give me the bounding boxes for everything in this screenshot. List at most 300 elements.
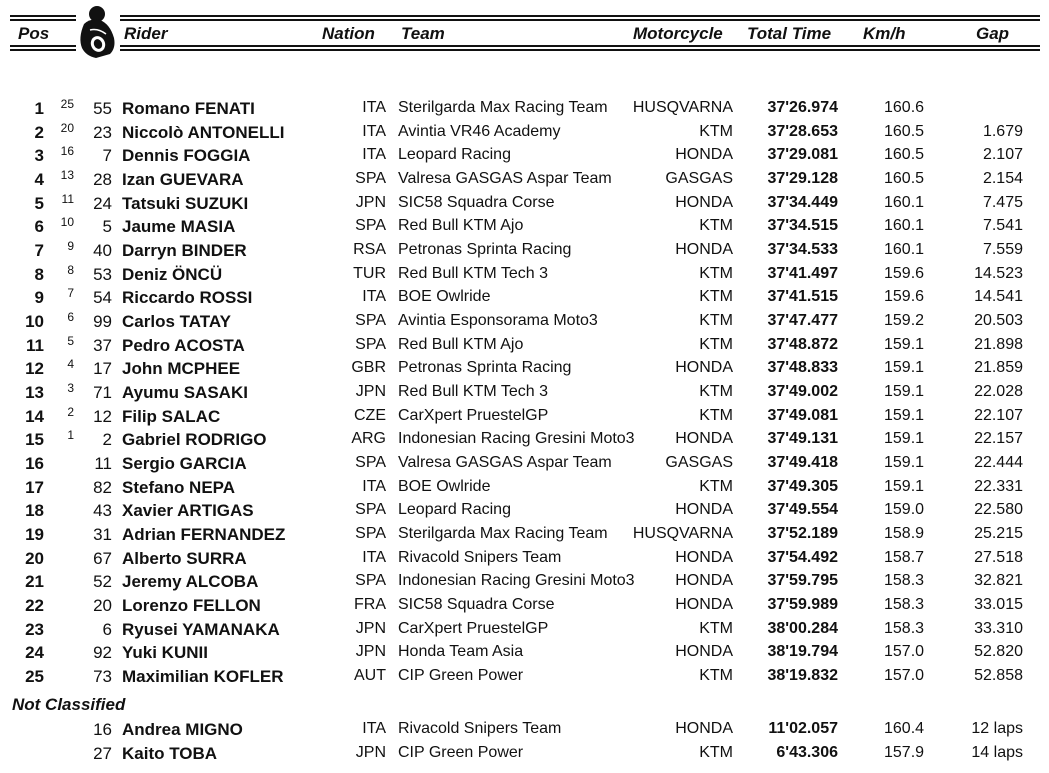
- total-time: 37'41.497: [767, 264, 838, 282]
- team: Rivacold Snipers Team: [398, 548, 562, 566]
- speed-kmh: 157.0: [884, 643, 925, 661]
- position: 12: [25, 359, 44, 379]
- points: 25: [60, 97, 74, 111]
- rider-name: Ayumu SASAKI: [122, 383, 248, 403]
- nation: JPN: [355, 619, 386, 637]
- position: 8: [34, 264, 44, 284]
- gap: 33.310: [974, 619, 1023, 637]
- gap: 32.821: [974, 572, 1023, 590]
- team: BOE Owlride: [398, 288, 491, 306]
- position: 4: [34, 170, 44, 189]
- motorcycle: HONDA: [675, 548, 733, 566]
- bike-number: 92: [93, 643, 112, 663]
- motorcycle: HONDA: [675, 430, 733, 448]
- header-nation: Nation: [322, 24, 375, 43]
- team: CIP Green Power: [398, 743, 524, 761]
- rider-name: Filip SALAC: [122, 406, 221, 426]
- motorcycle: KTM: [699, 312, 733, 330]
- rider-name: Maximilian KOFLER: [122, 667, 284, 687]
- nation: SPA: [355, 217, 386, 235]
- position: 17: [25, 477, 44, 497]
- header-bottom-rule-left-2: [10, 49, 80, 51]
- team: Valresa GASGAS Aspar Team: [398, 170, 612, 187]
- total-time: 37'29.128: [767, 170, 838, 187]
- total-time: 37'34.515: [767, 217, 838, 235]
- total-time: 37'28.653: [767, 122, 838, 140]
- result-row: [0, 215, 1049, 238]
- gap: 22.028: [974, 383, 1023, 401]
- total-time: 37'52.189: [767, 525, 838, 543]
- points: 1: [67, 428, 74, 443]
- rider-name: Ryusei YAMANAKA: [122, 619, 280, 639]
- points: 8: [67, 262, 74, 277]
- speed-kmh: 158.3: [884, 572, 925, 590]
- nation: ITA: [362, 122, 386, 140]
- rider-name: Darryn BINDER: [122, 241, 247, 261]
- result-row: [0, 665, 1049, 688]
- team: Avintia VR46 Academy: [398, 122, 561, 140]
- bike-number: 54: [93, 288, 112, 308]
- rider-name: Deniz ÖNCÜ: [122, 264, 223, 284]
- motorcycle: KTM: [699, 288, 733, 306]
- nation: AUT: [354, 667, 386, 685]
- bike-number: 27: [93, 743, 112, 763]
- rider-name: Riccardo ROSSI: [122, 288, 253, 308]
- result-row: [0, 121, 1049, 144]
- nation: JPN: [355, 743, 386, 761]
- header-rider: Rider: [124, 24, 168, 43]
- header-gap: Gap: [976, 24, 1010, 43]
- header-top-rule-right-1: [118, 15, 1040, 17]
- gap: 22.331: [974, 477, 1023, 495]
- team: Rivacold Snipers Team: [398, 720, 562, 737]
- position: 24: [25, 643, 44, 663]
- header-top-rule-left-2: [10, 19, 76, 21]
- result-row: [0, 381, 1049, 404]
- total-time: 37'49.081: [767, 406, 838, 424]
- team: Petronas Sprinta Racing: [398, 359, 572, 377]
- position: 7: [34, 241, 44, 261]
- motorcycle: KTM: [699, 217, 733, 235]
- motorcycle: HUSQVARNA: [632, 99, 733, 116]
- bike-number: 24: [93, 193, 112, 213]
- result-row: [0, 618, 1049, 641]
- result-row: [0, 286, 1049, 309]
- rider-name: Izan GUEVARA: [122, 170, 244, 189]
- nation: JPN: [355, 643, 386, 661]
- nation: ITA: [362, 477, 386, 495]
- gap: 21.859: [974, 359, 1023, 377]
- result-row: [0, 144, 1049, 167]
- motorcycle: HONDA: [675, 359, 733, 377]
- nation: SPA: [355, 312, 386, 330]
- result-row: [0, 310, 1049, 333]
- rider-name: Stefano NEPA: [122, 477, 236, 497]
- motorcycle: HONDA: [675, 146, 733, 164]
- gap: 2.107: [982, 146, 1023, 164]
- nation: SPA: [355, 170, 386, 187]
- gap: 52.858: [974, 667, 1023, 685]
- position: 2: [34, 122, 44, 142]
- team: Indonesian Racing Gresini Moto3: [398, 430, 635, 448]
- bike-number: 31: [93, 525, 112, 545]
- result-row: [0, 357, 1049, 380]
- header-team: Team: [401, 24, 445, 43]
- motorcycle: KTM: [699, 667, 733, 685]
- speed-kmh: 159.1: [884, 430, 925, 448]
- rider-name: Yuki KUNII: [122, 643, 208, 663]
- speed-kmh: 160.5: [884, 146, 925, 164]
- position: 15: [25, 430, 44, 450]
- team: Honda Team Asia: [398, 643, 524, 661]
- motorcycle: KTM: [699, 406, 733, 424]
- nation: ITA: [362, 548, 386, 566]
- motorcycle: KTM: [699, 122, 733, 140]
- gap: 14.541: [974, 288, 1023, 306]
- speed-kmh: 159.1: [884, 383, 925, 401]
- gap: 22.107: [974, 406, 1023, 424]
- result-row: [0, 97, 1049, 120]
- position: 13: [25, 383, 44, 403]
- team: Avintia Esponsorama Moto3: [398, 312, 598, 330]
- position: 14: [25, 406, 44, 426]
- result-row: [0, 428, 1049, 451]
- result-row: [0, 476, 1049, 499]
- result-row: [0, 334, 1049, 357]
- team: Red Bull KTM Ajo: [398, 217, 524, 235]
- bike-number: 20: [93, 596, 112, 616]
- rider-name: Jeremy ALCOBA: [122, 572, 259, 592]
- speed-kmh: 160.5: [884, 170, 925, 187]
- motorcycle: KTM: [699, 477, 733, 495]
- points: 6: [67, 310, 74, 325]
- header-bottom-rule-left-1: [10, 45, 80, 47]
- total-time: 37'47.477: [767, 312, 838, 330]
- motorcycle: HONDA: [675, 501, 733, 519]
- speed-kmh: 160.6: [884, 99, 925, 116]
- total-time: 38'19.832: [767, 667, 838, 685]
- bike-number: 53: [93, 264, 112, 284]
- header-total-time: Total Time: [747, 24, 832, 43]
- bike-number: 6: [102, 619, 112, 639]
- header-pos: Pos: [18, 24, 50, 43]
- speed-kmh: 159.1: [884, 406, 925, 424]
- speed-kmh: 160.5: [884, 122, 925, 140]
- nation: ITA: [362, 146, 386, 164]
- position: 21: [25, 572, 44, 592]
- gap: 22.580: [974, 501, 1023, 519]
- total-time: 37'49.131: [767, 430, 838, 448]
- gap: 52.820: [974, 643, 1023, 661]
- result-row: [0, 523, 1049, 546]
- motorcycle: KTM: [699, 383, 733, 401]
- total-time: 37'49.305: [767, 477, 838, 495]
- bike-number: 5: [102, 217, 112, 237]
- motorcycle: GASGAS: [665, 170, 733, 187]
- header-motorcycle: Motorcycle: [633, 24, 723, 43]
- gap: 1.679: [982, 122, 1023, 140]
- team: Red Bull KTM Tech 3: [398, 264, 548, 282]
- speed-kmh: 159.2: [884, 312, 925, 330]
- team: Indonesian Racing Gresini Moto3: [398, 572, 635, 590]
- bike-number: 40: [93, 241, 112, 261]
- nation: SPA: [355, 525, 386, 543]
- points: 5: [67, 333, 74, 348]
- rider-name: John MCPHEE: [122, 359, 241, 379]
- position: 9: [34, 288, 44, 308]
- nation: CZE: [354, 406, 386, 424]
- total-time: 37'54.492: [767, 548, 838, 566]
- speed-kmh: 160.1: [884, 217, 925, 235]
- nation: SPA: [355, 454, 386, 472]
- total-time: 37'29.081: [767, 146, 838, 164]
- total-time: 38'00.284: [767, 619, 838, 637]
- bike-number: 28: [93, 170, 112, 189]
- position: 20: [25, 548, 44, 568]
- motorcycle: GASGAS: [665, 454, 733, 472]
- rider-name: Jaume MASIA: [122, 217, 236, 237]
- speed-kmh: 159.6: [884, 264, 925, 282]
- team: SIC58 Squadra Corse: [398, 193, 555, 211]
- team: Red Bull KTM Ajo: [398, 335, 524, 353]
- bike-number: 99: [93, 312, 112, 332]
- nation: RSA: [353, 241, 386, 259]
- bike-number: 73: [93, 667, 112, 687]
- result-row: [0, 499, 1049, 522]
- rider-name: Niccolò ANTONELLI: [122, 122, 285, 142]
- position: 1: [34, 99, 44, 118]
- bike-number: 12: [93, 406, 112, 426]
- motorcycle: KTM: [699, 743, 733, 761]
- team: Sterilgarda Max Racing Team: [398, 525, 608, 543]
- rider-name: Dennis FOGGIA: [122, 146, 251, 166]
- nation: SPA: [355, 501, 386, 519]
- points: 13: [60, 168, 74, 182]
- result-row: [0, 168, 1049, 191]
- bike-number: 71: [93, 383, 112, 403]
- total-time: 11'02.057: [768, 720, 838, 737]
- position: 18: [25, 501, 44, 521]
- position: 6: [34, 217, 44, 237]
- team: CarXpert PruestelGP: [398, 619, 549, 637]
- points: 4: [67, 357, 74, 372]
- motorcycle-rider-icon: [76, 4, 120, 58]
- rider-name: Gabriel RODRIGO: [122, 430, 267, 450]
- rider-name: Xavier ARTIGAS: [122, 501, 254, 521]
- position: 23: [25, 619, 44, 639]
- nation: FRA: [354, 596, 386, 614]
- team: Valresa GASGAS Aspar Team: [398, 454, 612, 472]
- result-row: [0, 192, 1049, 215]
- total-time: 6'43.306: [776, 743, 838, 761]
- result-row: [0, 452, 1049, 475]
- nation: TUR: [353, 264, 386, 282]
- gap: 25.215: [974, 525, 1023, 543]
- nation: ARG: [351, 430, 386, 448]
- motorcycle: HONDA: [675, 572, 733, 590]
- speed-kmh: 157.0: [884, 667, 925, 685]
- motorcycle: HONDA: [675, 596, 733, 614]
- bike-number: 82: [93, 477, 112, 497]
- bike-number: 55: [93, 99, 112, 118]
- gap: 2.154: [982, 170, 1023, 187]
- gap: 21.898: [974, 335, 1023, 353]
- speed-kmh: 159.6: [884, 288, 925, 306]
- team: SIC58 Squadra Corse: [398, 596, 555, 614]
- points: 9: [67, 239, 74, 254]
- total-time: 37'59.795: [767, 572, 838, 590]
- speed-kmh: 159.1: [884, 477, 925, 495]
- position: 25: [25, 667, 44, 687]
- motorcycle: KTM: [699, 619, 733, 637]
- speed-kmh: 157.9: [884, 743, 925, 761]
- gap: 27.518: [974, 548, 1023, 566]
- motorcycle: HONDA: [675, 720, 733, 737]
- speed-kmh: 159.1: [884, 454, 925, 472]
- nation: JPN: [355, 193, 386, 211]
- points: 2: [67, 404, 74, 419]
- result-row: [0, 547, 1049, 570]
- nation: SPA: [355, 335, 386, 353]
- gap: 22.157: [974, 430, 1023, 448]
- total-time: 37'49.554: [767, 501, 838, 519]
- gap: 22.444: [974, 454, 1023, 472]
- rider-name: Carlos TATAY: [122, 312, 231, 332]
- total-time: 37'48.872: [767, 335, 838, 353]
- result-row: [0, 570, 1049, 593]
- speed-kmh: 160.1: [884, 193, 925, 211]
- speed-kmh: 158.3: [884, 619, 925, 637]
- total-time: 38'19.794: [767, 643, 838, 661]
- rider-name: Alberto SURRA: [122, 548, 247, 568]
- motorcycle: KTM: [699, 335, 733, 353]
- bike-number: 7: [102, 146, 112, 166]
- points: 7: [67, 286, 74, 301]
- team: CIP Green Power: [398, 667, 524, 685]
- team: BOE Owlride: [398, 477, 491, 495]
- bike-number: 17: [93, 359, 112, 379]
- rider-name: Pedro ACOSTA: [122, 335, 245, 355]
- total-time: 37'49.418: [767, 454, 838, 472]
- rider-name: Romano FENATI: [122, 99, 255, 118]
- speed-kmh: 160.4: [884, 720, 925, 737]
- result-row: [0, 718, 1049, 741]
- team: Leopard Racing: [398, 146, 511, 164]
- rider-name: Lorenzo FELLON: [122, 596, 261, 616]
- result-row: [0, 263, 1049, 286]
- total-time: 37'41.515: [767, 288, 838, 306]
- rider-name: Andrea MIGNO: [122, 720, 243, 739]
- speed-kmh: 159.1: [884, 335, 925, 353]
- total-time: 37'26.974: [767, 99, 838, 116]
- team: Petronas Sprinta Racing: [398, 241, 572, 259]
- speed-kmh: 160.1: [884, 241, 925, 259]
- header-kmh: Km/h: [863, 24, 906, 43]
- motorcycle: HONDA: [675, 643, 733, 661]
- gap: 12 laps: [971, 720, 1023, 737]
- position: 10: [25, 312, 44, 332]
- total-time: 37'49.002: [767, 383, 838, 401]
- rider-name: Kaito TOBA: [122, 743, 218, 763]
- nation: ITA: [362, 288, 386, 306]
- motorcycle: HONDA: [675, 193, 733, 211]
- bike-number: 16: [93, 720, 112, 739]
- bike-number: 2: [102, 430, 112, 450]
- gap: 7.559: [982, 241, 1023, 259]
- total-time: 37'48.833: [767, 359, 838, 377]
- gap: 14 laps: [971, 743, 1023, 761]
- gap: 20.503: [974, 312, 1023, 330]
- rider-name: Tatsuki SUZUKI: [122, 193, 249, 213]
- gap: 7.541: [982, 217, 1023, 235]
- header-top-rule-right-2: [118, 19, 1040, 21]
- total-time: 37'59.989: [767, 596, 838, 614]
- position: 16: [25, 454, 44, 474]
- points: 3: [67, 381, 74, 396]
- speed-kmh: 159.0: [884, 501, 925, 519]
- speed-kmh: 158.7: [884, 548, 925, 566]
- bike-number: 52: [93, 572, 112, 592]
- header-bottom-rule-right-1: [116, 45, 1040, 47]
- team: Leopard Racing: [398, 501, 511, 519]
- header-top-rule-left-1: [10, 15, 76, 17]
- nation: GBR: [351, 359, 386, 377]
- gap: 14.523: [974, 264, 1023, 282]
- motorcycle: HUSQVARNA: [632, 525, 733, 543]
- position: 19: [25, 525, 44, 545]
- bike-number: 43: [93, 501, 112, 521]
- bike-number: 37: [93, 335, 112, 355]
- rider-name: Sergio GARCIA: [122, 454, 247, 474]
- position: 3: [34, 146, 44, 166]
- team: CarXpert PruestelGP: [398, 406, 549, 424]
- rider-name: Adrian FERNANDEZ: [122, 525, 286, 545]
- result-row: [0, 239, 1049, 262]
- nation: ITA: [362, 720, 386, 737]
- nation: SPA: [355, 572, 386, 590]
- motorcycle: HONDA: [675, 241, 733, 259]
- points: 20: [60, 120, 74, 135]
- points: 16: [60, 144, 74, 159]
- motorcycle: KTM: [699, 264, 733, 282]
- bike-number: 11: [94, 454, 112, 474]
- bike-number: 23: [93, 122, 112, 142]
- nation: JPN: [355, 383, 386, 401]
- position: 22: [25, 596, 44, 616]
- speed-kmh: 158.3: [884, 596, 925, 614]
- bike-number: 67: [93, 548, 112, 568]
- header-bottom-rule-right-2: [116, 49, 1040, 51]
- result-row: [0, 405, 1049, 428]
- result-row: [0, 594, 1049, 617]
- gap: 33.015: [974, 596, 1023, 614]
- speed-kmh: 159.1: [884, 359, 925, 377]
- result-row: [0, 742, 1049, 765]
- total-time: 37'34.533: [767, 241, 838, 259]
- speed-kmh: 158.9: [884, 525, 925, 543]
- result-row: [0, 641, 1049, 664]
- gap: 7.475: [982, 193, 1023, 211]
- position: 5: [34, 193, 44, 213]
- not-classified-heading: Not Classified: [12, 695, 126, 714]
- nation: ITA: [362, 99, 386, 116]
- team: Sterilgarda Max Racing Team: [398, 99, 608, 116]
- total-time: 37'34.449: [767, 193, 838, 211]
- team: Red Bull KTM Tech 3: [398, 383, 548, 401]
- position: 11: [26, 335, 44, 355]
- points: 11: [61, 191, 74, 206]
- points: 10: [60, 215, 74, 230]
